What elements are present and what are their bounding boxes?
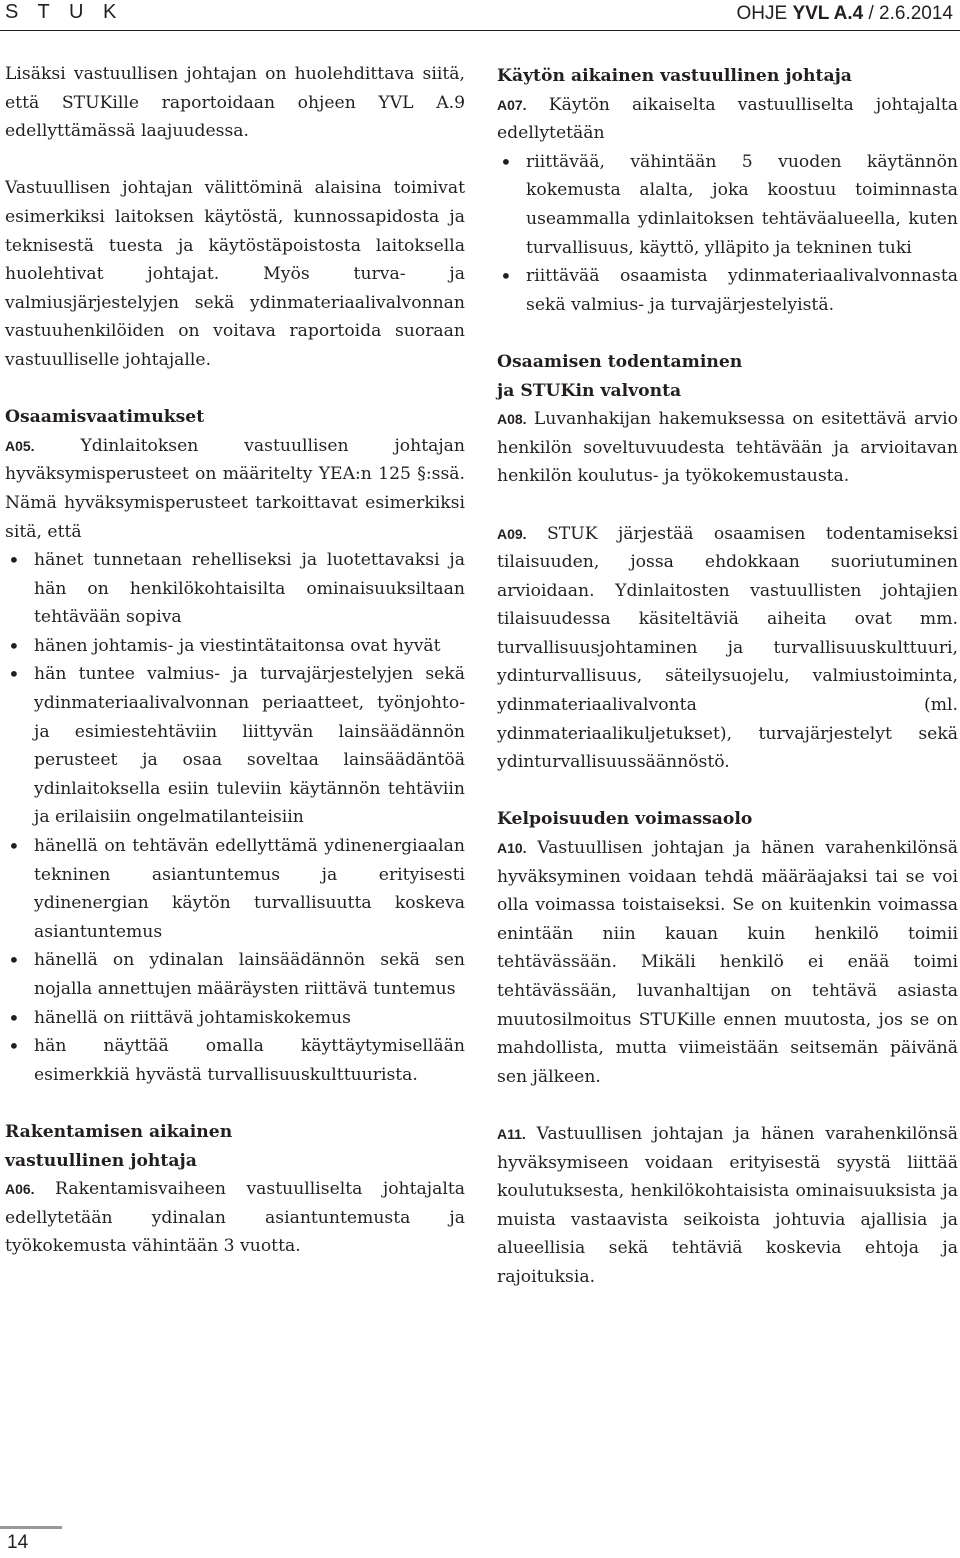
requirement-number: A11. bbox=[497, 1125, 526, 1142]
list-item: • hänen johtamis- ja viestintätaitonsa ovat hyvät bbox=[5, 632, 465, 661]
requirement-number: A07. bbox=[497, 96, 527, 113]
requirement-a10 bbox=[497, 834, 958, 1091]
requirement-text: Rakentamisvaiheen vastuulliselta johtajalta edellytetään ydinalan asiantuntemusta ja työkokemusta vähintään 3 vuotta. bbox=[5, 1179, 465, 1257]
section-heading: Osaamisvaatimukset bbox=[5, 407, 205, 428]
requirement-a07 bbox=[497, 91, 958, 148]
left-column bbox=[5, 60, 465, 1261]
requirement-text: Vastuullisen johtajan ja hänen varahenkilönsä hyväksyminen voidaan tehdä määräajaksi tai se voi olla voimassa toistaiseksi. Se on kuitenkin voimassa enintään niin kauan kuin henkilö toimii tehtävässään. Mikäli henkilö ei enää toimi tehtävässään, luvanhaltijan on tehtävä asiasta muutosilmoitus STUKille ennen muutosta, jos se on mahdollista, mutta viimeistään seitsemän päivänä sen jälkeen. bbox=[497, 838, 958, 1087]
header-guide-ref bbox=[737, 3, 954, 25]
requirement-number: A08. bbox=[497, 411, 527, 428]
requirement-text: Luvanhakijan hakemuksessa on esitettävä arvio henkilön soveltuvuudesta tehtävään ja arvioitavan henkilön koulutus- ja työkokemustausta. bbox=[497, 409, 958, 487]
list-item: • hänellä on riittävä johtamiskokemus bbox=[5, 1004, 465, 1033]
requirement-text: Käytön aikaiselta vastuulliselta johtajalta edellytetään bbox=[497, 94, 958, 144]
requirement-text: Vastuullisen johtajan ja hänen varahenkilönsä hyväksymiseen voidaan erityisestä syystä liittää koulutuksesta, henkilökohtaisista ominaisuuksista ja muista vastaavista seikoista johtuvia ajallisia ja alueellisia sekä tehtäviä koskevia ehtoja ja rajoituksia. bbox=[497, 1123, 958, 1287]
requirement-number: A05. bbox=[5, 437, 35, 454]
requirement-a05 bbox=[5, 432, 465, 546]
section-heading: Kelpoisuuden voimassaolo bbox=[497, 809, 753, 830]
section-heading bbox=[497, 348, 958, 405]
header-publisher: S T U K bbox=[5, 1, 124, 23]
requirement-text: Ydinlaitoksen vastuullisen johtajan hyväksymisperusteet on määritelty YEA:n 125 §:ssä. Nämä hyväksymisperusteet tarkoittavat esimerkiksi sitä, että bbox=[5, 435, 465, 542]
requirement-number: A09. bbox=[497, 525, 527, 542]
requirement-text: STUK järjestää osaamisen todentamiseksi tilaisuuden, jossa ehdokkaan suoriutuminen arvioidaan. Ydinlaitosten vastuullisten johtajien tilaisuudessa käsiteltäviä aiheita ovat mm. turvallisuusjohtaminen ja turvallisuuskulttuuri, ydinturvallisuus, säteilysuojelu, valmiustoiminta, ydinmateriaalivalvonta (ml. ydinmateriaalikuljetukset), turvajärjestelyt sekä ydinturvallisuussäännöstö. bbox=[497, 523, 958, 773]
paragraph: Vastuullisen johtajan välittöminä alaisina toimivat esimerkiksi laitoksen käytöstä, kunnossapidosta ja teknisestä tuesta ja käytöstäpoistosta laitoksella huolehtivat johtajat. Myös turva- ja valmiusjärjestelyjen sekä ydinmateriaalivalvonnan vastuuhenkilöiden on voitava raportoida suoraan vastuulliselle johtajalle. bbox=[5, 178, 465, 370]
section-heading: Käytön aikainen vastuullinen johtaja bbox=[497, 66, 852, 86]
list-item: • hänet tunnetaan rehelliseksi ja luotettavaksi ja hän on henkilökohtaisilta ominaisuuksiltaan tehtävään sopiva bbox=[5, 546, 465, 632]
list-item: • hän näyttää omalla käyttäytymisellään esimerkkiä hyvästä turvallisuuskulttuurista. bbox=[5, 1032, 465, 1089]
list-item: • riittävää, vähintään 5 vuoden käytännön kokemusta alalta, joka koostuu toiminnasta useammalla ydinlaitoksen tehtäväalueella, kuten turvallisuus, käyttö, ylläpito ja tekninen tuki bbox=[497, 148, 958, 262]
heading-line: Osaamisen todentaminen bbox=[497, 351, 743, 372]
bullet-list bbox=[497, 148, 958, 320]
section-heading bbox=[5, 1118, 465, 1175]
requirement-number: A06. bbox=[5, 1181, 35, 1198]
bullet-list bbox=[5, 546, 465, 1089]
header-rule bbox=[0, 30, 960, 31]
right-column bbox=[497, 62, 958, 1292]
list-item: • hän tuntee valmius- ja turvajärjestelyjen sekä ydinmateriaalivalvonnan periaatteet, työnjohto- ja esimiestehtäviin liittyvän lainsäädännön perusteet ja osaa soveltaa lainsäädäntöä ydinlaitoksella esiin tuleviin käytännön tehtäviin ja erilaisiin ongelmatilanteisiin bbox=[5, 660, 465, 832]
paragraph: Lisäksi vastuullisen johtajan on huolehdittava siitä, että STUKille raportoidaan ohjeen YVL A.9 edellyttämässä laajuudessa. bbox=[5, 64, 465, 142]
heading-line: vastuullinen johtaja bbox=[5, 1150, 197, 1171]
list-item: • hänellä on ydinalan lainsäädännön sekä sen nojalla annettujen määräysten riittävä tuntemus bbox=[5, 946, 465, 1003]
page-header bbox=[0, 0, 960, 30]
requirement-a08 bbox=[497, 405, 958, 491]
page-number: 14 bbox=[7, 1532, 29, 1553]
footer-rule bbox=[0, 1526, 62, 1529]
requirement-a11 bbox=[497, 1120, 958, 1292]
requirement-number: A10. bbox=[497, 840, 527, 857]
header-guide-date: / 2.6.2014 bbox=[863, 3, 953, 24]
header-guide-prefix: OHJE bbox=[736, 3, 793, 24]
header-guide-code: YVL A.4 bbox=[792, 3, 864, 24]
list-item: • riittävää osaamista ydinmateriaalivalvonnasta sekä valmius- ja turvajärjestelyistä. bbox=[497, 262, 958, 319]
heading-line: ja STUKin valvonta bbox=[497, 380, 682, 401]
requirement-a06 bbox=[5, 1175, 465, 1261]
heading-line: Rakentamisen aikainen bbox=[5, 1121, 233, 1142]
requirement-a09 bbox=[497, 520, 958, 777]
list-item: • hänellä on tehtävän edellyttämä ydinenergiaalan tekninen asiantuntemus ja erityisesti ydinenergian käytön turvallisuutta koskeva asiantuntemus bbox=[5, 832, 465, 946]
